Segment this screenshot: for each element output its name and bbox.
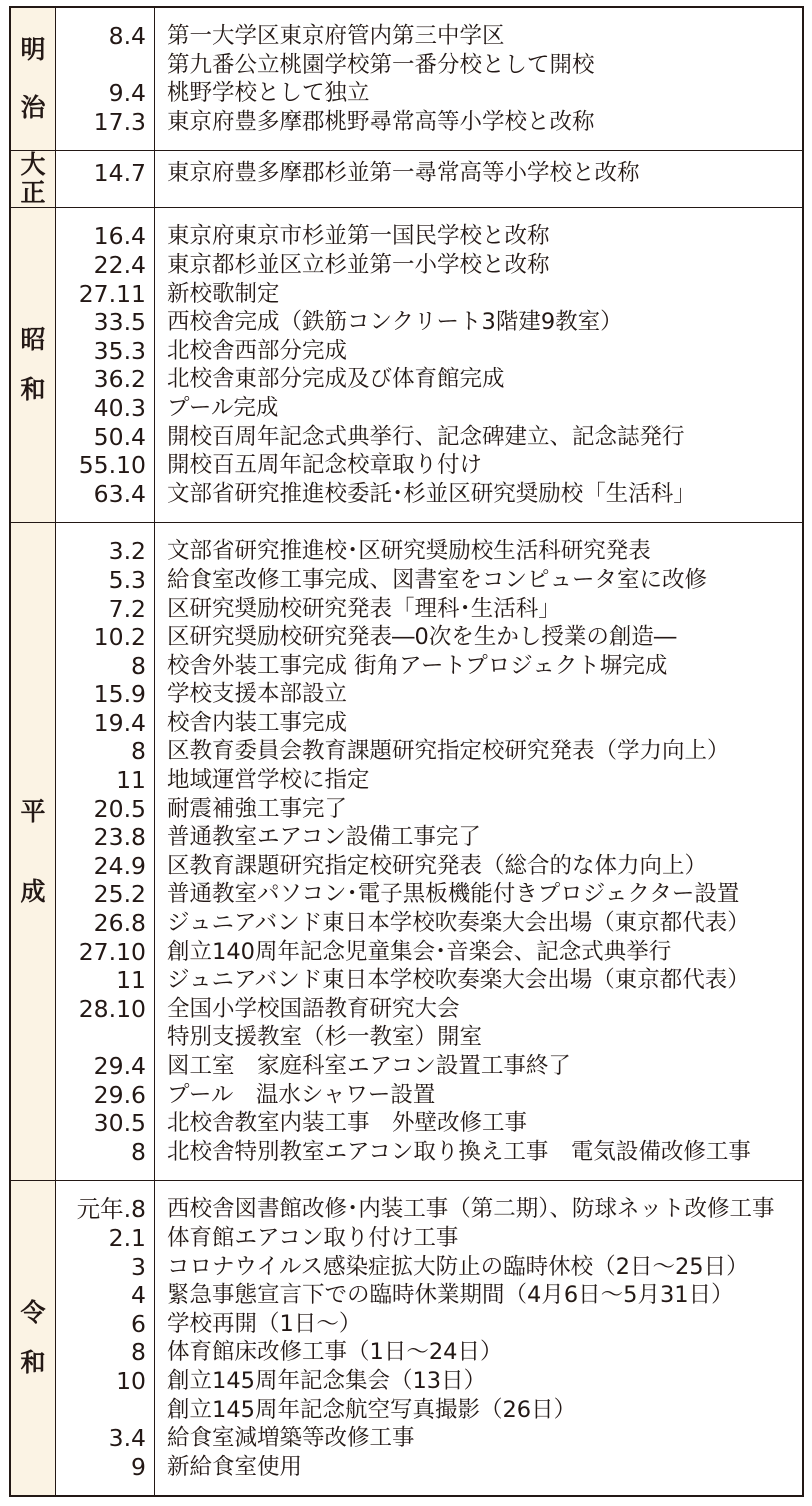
era-name-char: 昭 [20, 325, 46, 355]
entry-text: 東京都杉並区立杉並第一小学校と改称 [167, 251, 550, 278]
event-column-cell [155, 1181, 804, 1496]
entry-date: 23.8 [93, 823, 146, 852]
era-name-char: 明 [20, 35, 46, 65]
era-row [10, 7, 803, 151]
era-name-char: 正 [20, 178, 46, 208]
era-row [10, 151, 803, 208]
entry-date [56, 1023, 146, 1052]
entry-date: 27.11 [78, 279, 146, 308]
entry-date: 29.6 [93, 1080, 146, 1109]
entry-date: 19.4 [93, 708, 146, 737]
entry-date: 8 [131, 1338, 146, 1367]
entry-date: 36.2 [93, 365, 146, 394]
entry-text: 北校舎教室内装工事 外壁改修工事 [167, 1110, 528, 1137]
event-column-cell [155, 151, 804, 208]
entry-text: 北校舎特別教室エアコン取り換え工事 電気設備改修工事 [167, 1138, 751, 1165]
event-column-cell [155, 208, 804, 523]
era-name-char: 和 [20, 1348, 46, 1378]
entry-date: 11 [116, 766, 146, 795]
entry-text: 創立145周年記念集会（13日） [167, 1367, 487, 1394]
entry-date: 40.3 [93, 393, 146, 422]
entry-date: 17.3 [93, 107, 146, 136]
entry-text: 普通教室エアコン設備工事完了 [167, 824, 481, 851]
entry-date: 33.5 [93, 308, 146, 337]
entry-date: 22.4 [93, 250, 146, 279]
entry-text: 給食室減増築等改修工事 [167, 1425, 415, 1452]
entry-text: 区研究奨励校研究発表―0次を生かし授業の創造― [167, 624, 677, 651]
entry-text: ジュニアバンド東日本学校吹奏楽大会出場（東京都代表） [167, 910, 750, 937]
era-name-char: 和 [20, 375, 46, 405]
entry-date: 7.2 [108, 594, 146, 623]
era-name-char: 大 [20, 150, 46, 180]
entry-text: 学校支援本部設立 [167, 681, 348, 708]
entry-text: 区研究奨励校研究発表「理科･生活科」 [167, 595, 561, 622]
date-column-cell [56, 151, 155, 208]
entry-text: 文部省研究推進校委託･杉並区研究奨励校「生活科」 [167, 480, 696, 507]
entry-text: 給食室改修工事完成、図書室をコンピュータ室に改修 [167, 566, 708, 593]
event-column-cell [155, 523, 804, 1181]
entry-text: 西校舎図書館改修･内装工事（第二期）、防球ネット改修工事 [167, 1196, 775, 1223]
entry-date: 3 [131, 1252, 146, 1281]
entry-text: 創立140周年記念児童集会･音楽会、記念式典挙行 [167, 938, 672, 965]
era-row [10, 523, 803, 1181]
entry-date: 15.9 [93, 680, 146, 709]
era-name-char: 成 [20, 876, 46, 906]
entry-date: 35.3 [93, 336, 146, 365]
entry-text: 全国小学校国語教育研究大会 [167, 995, 460, 1022]
entry-date: 14.7 [93, 159, 146, 188]
entry-date: 3.4 [108, 1424, 146, 1453]
entry-text: 校舎内装工事完成 [167, 709, 348, 736]
era-row [10, 208, 803, 523]
entry-date: 24.9 [93, 851, 146, 880]
entry-date: 63.4 [93, 479, 146, 508]
entry-text: 西校舎完成（鉄筋コンクリート3階建9教室） [167, 309, 623, 336]
entry-text: 新給食室使用 [167, 1453, 303, 1480]
entry-date: 8 [131, 1137, 146, 1166]
era-name-cell [10, 151, 56, 208]
entry-text: 第一大学区東京府管内第三中学区 [167, 23, 505, 49]
entry-date: 29.4 [93, 1052, 146, 1080]
entry-date: 元年.8 [76, 1195, 146, 1224]
entry-text: プール 温水シャワー設置 [167, 1081, 436, 1108]
era-name-char: 令 [20, 1298, 46, 1328]
entry-date: 50.4 [93, 422, 146, 451]
entry-text: 東京府豊多摩郡桃野尋常高等小学校と改称 [167, 108, 595, 135]
entry-text: 開校百五周年記念校章取り付け [167, 452, 483, 479]
era-row [10, 1181, 803, 1496]
entry-text: 緊急事態宣言下での臨時休業期間（4月6日～5月31日） [167, 1282, 734, 1309]
entry-text: 区教育課題研究指定校研究発表（総合的な体力向上） [167, 852, 708, 879]
entry-date [56, 51, 146, 80]
entry-text: 東京府豊多摩郡杉並第一尋常高等小学校と改称 [167, 160, 640, 187]
entry-date: 6 [131, 1309, 146, 1338]
entry-text: 普通教室パソコン･電子黒板機能付きプロジェクター設置 [167, 881, 740, 908]
entry-date: 4 [131, 1281, 146, 1310]
entry-date: 28.10 [78, 994, 146, 1023]
entry-date: 9 [131, 1452, 146, 1481]
entry-text: 区教育委員会教育課題研究指定校研究発表（学力向上） [167, 738, 730, 765]
entry-date [56, 1396, 146, 1425]
entry-text: 文部省研究推進校･区研究奨励校生活科研究発表 [167, 538, 651, 565]
era-name-cell [10, 523, 56, 1181]
entry-date: 8 [131, 651, 146, 680]
entry-text: プール完成 [167, 394, 279, 421]
entry-date: 27.10 [78, 937, 146, 966]
date-column-cell [56, 208, 155, 523]
entry-text: 新校歌制定 [167, 280, 280, 307]
entry-text: 北校舎東部分完成及び体育館完成 [167, 366, 505, 393]
entry-text: 校舎外装工事完成 街角アートプロジェクト塀完成 [167, 652, 668, 679]
entry-text: 創立145周年記念航空写真撮影（26日） [167, 1396, 577, 1423]
entry-date: 16.4 [93, 222, 146, 251]
entry-date: 26.8 [93, 909, 146, 938]
entry-date: 10 [116, 1366, 146, 1395]
era-name-char: 平 [20, 796, 46, 826]
entry-date: 11 [116, 966, 146, 995]
entry-date: 3.2 [108, 537, 146, 566]
era-name-char: 治 [20, 93, 46, 123]
entry-date: 5.3 [108, 565, 146, 594]
entry-date: 8.4 [108, 22, 146, 50]
entry-text: 図工室 家庭科室エアコン設置工事終了 [167, 1053, 571, 1079]
date-column-cell [56, 7, 155, 151]
era-name-cell [10, 1181, 56, 1496]
school-history-table [9, 6, 804, 1497]
entry-date: 8 [131, 737, 146, 766]
entry-text: コロナウイルス感染症拡大防止の臨時休校（2日～25日） [167, 1253, 749, 1280]
entry-date: 25.2 [93, 880, 146, 909]
entry-text: 開校百周年記念式典挙行、記念碑建立、記念誌発行 [167, 423, 685, 450]
entry-text: 体育館エアコン取り付け工事 [167, 1224, 459, 1251]
date-column-cell [56, 1181, 155, 1496]
entry-date: 20.5 [93, 794, 146, 823]
entry-text: 東京府東京市杉並第一国民学校と改称 [167, 223, 550, 250]
entry-date: 30.5 [93, 1109, 146, 1138]
entry-date: 2.1 [108, 1223, 146, 1252]
entry-text: 桃野学校として独立 [167, 80, 370, 107]
entry-text: ジュニアバンド東日本学校吹奏楽大会出場（東京都代表） [167, 967, 750, 994]
entry-date: 55.10 [78, 451, 146, 480]
era-name-cell [10, 7, 56, 151]
entry-text: 北校舎西部分完成 [167, 337, 348, 364]
entry-text: 耐震補強工事完了 [167, 795, 348, 822]
entry-text: 体育館床改修工事（1日～24日） [167, 1339, 503, 1366]
entry-text: 第九番公立桃園学校第一番分校として開校 [167, 51, 595, 78]
entry-text: 学校再開（1日～） [167, 1310, 362, 1337]
entry-text: 特別支援教室（杉一教室）開室 [167, 1024, 483, 1051]
era-name-cell [10, 208, 56, 523]
history-body [10, 7, 803, 1496]
event-column-cell [155, 7, 804, 151]
entry-date: 9.4 [108, 79, 146, 108]
date-column-cell [56, 523, 155, 1181]
entry-date: 10.2 [93, 623, 146, 652]
entry-text: 地域運営学校に指定 [167, 767, 370, 794]
